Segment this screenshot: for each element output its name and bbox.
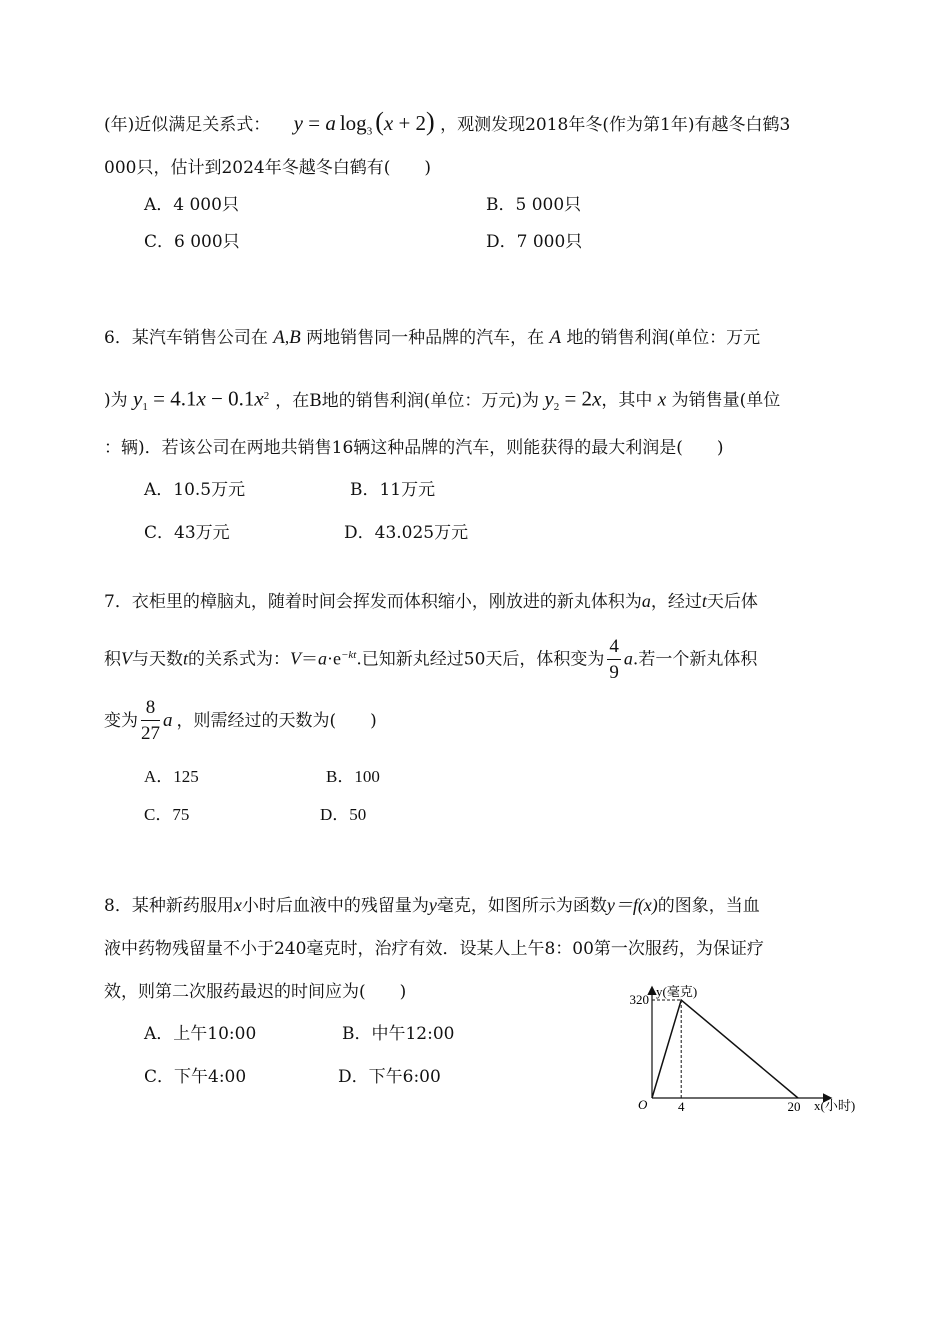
q6-line2: )为 $y_1 = 4.1x - 0.1x^2$ ，在B地的销售利润(单位：万元)为 $y_2 = 2x$，其中 x 为销售量(单位 [104,386,781,414]
x-tick-label-20: 20 [787,1099,801,1114]
q6-option-d: D．43.025万元 [344,523,469,543]
y-axis-label: y(毫克) [656,984,698,999]
q6-line1: 6．某汽车销售公司在 A,B 两地销售同一种品牌的汽车，在 A 地的销售利润(单位：万元 [104,327,761,348]
series-line [652,1000,798,1098]
q8-line3: 效，则第二次服药最迟的时间应为( ) [104,982,407,1002]
q7-option-b: B．100 [326,767,380,786]
drug-residue-graph [618,980,868,1120]
q5-text: ，观测发现2018年冬(作为第1年)有越冬白鹤3 [440,115,791,135]
q8-option-c: C．下午4:00 [144,1067,247,1087]
q8-option-a: A．上午10:00 [144,1024,257,1044]
q5-line1 [104,107,791,143]
q6-option-a: A．10.5万元 [144,480,246,500]
q7-option-c: C．75 [144,805,190,824]
q7-fraction-8-27: $\frac{8}{27}$ [141,697,160,744]
q5-text: (年)近似满足关系式： [104,115,271,135]
x-tick-label-4: 4 [677,1099,685,1114]
q6-option-b: B．11万元 [350,480,436,500]
q5-option-c: C．6 000只 [144,232,240,252]
q8-option-b: B．中午12:00 [342,1024,455,1044]
q8-line1: 8．某种新药服用x小时后血液中的残留量为y毫克，如图所示为函数y＝f(x)的图象，当血 [104,895,760,916]
q5-line2: 000只，估计到2024年冬越冬白鹤有( ) [104,158,431,178]
q5-option-b: B．5 000只 [486,195,582,215]
origin-label: O [638,1097,648,1112]
q5-option-a: A．4 000只 [144,195,239,215]
y-tick-label-320: 320 [629,992,649,1007]
q6-option-c: C．43万元 [144,523,230,543]
q7-fraction-4-9: $\frac{4}{9}$ [609,635,619,683]
q7-option-d: D．50 [320,805,367,824]
q8-line2: 液中药物残留量不小于240毫克时，治疗有效．设某人上午8：00第一次服药，为保证疗 [104,939,764,959]
q5-option-d: D．7 000只 [486,232,583,252]
q6-line3: ：辆)．若该公司在两地共销售16辆这种品牌的汽车，则能获得的最大利润是( ) [104,438,724,458]
q5-formula: y = a $\log_3 (x + 2)$ [293,107,435,138]
q7-line2: 积V与天数t的关系式为：$V=a\cdot e^{-kt}$.已知新丸经过50天后，体积变为 $\frac{4}{9}$ a.若一个新丸体积 [104,630,757,686]
q8-option-d: D．下午6:00 [338,1067,441,1087]
q7-line3: 变为 $\frac{8}{27}$ a ，则需经过的天数为( ) [104,696,377,747]
x-axis-label: x(小时) [814,1098,856,1113]
q7-option-a: A．125 [144,767,199,786]
q7-line1: 7．衣柜里的樟脑丸，随着时间会挥发而体积缩小，刚放进的新丸体积为a，经过t天后体 [104,591,758,612]
